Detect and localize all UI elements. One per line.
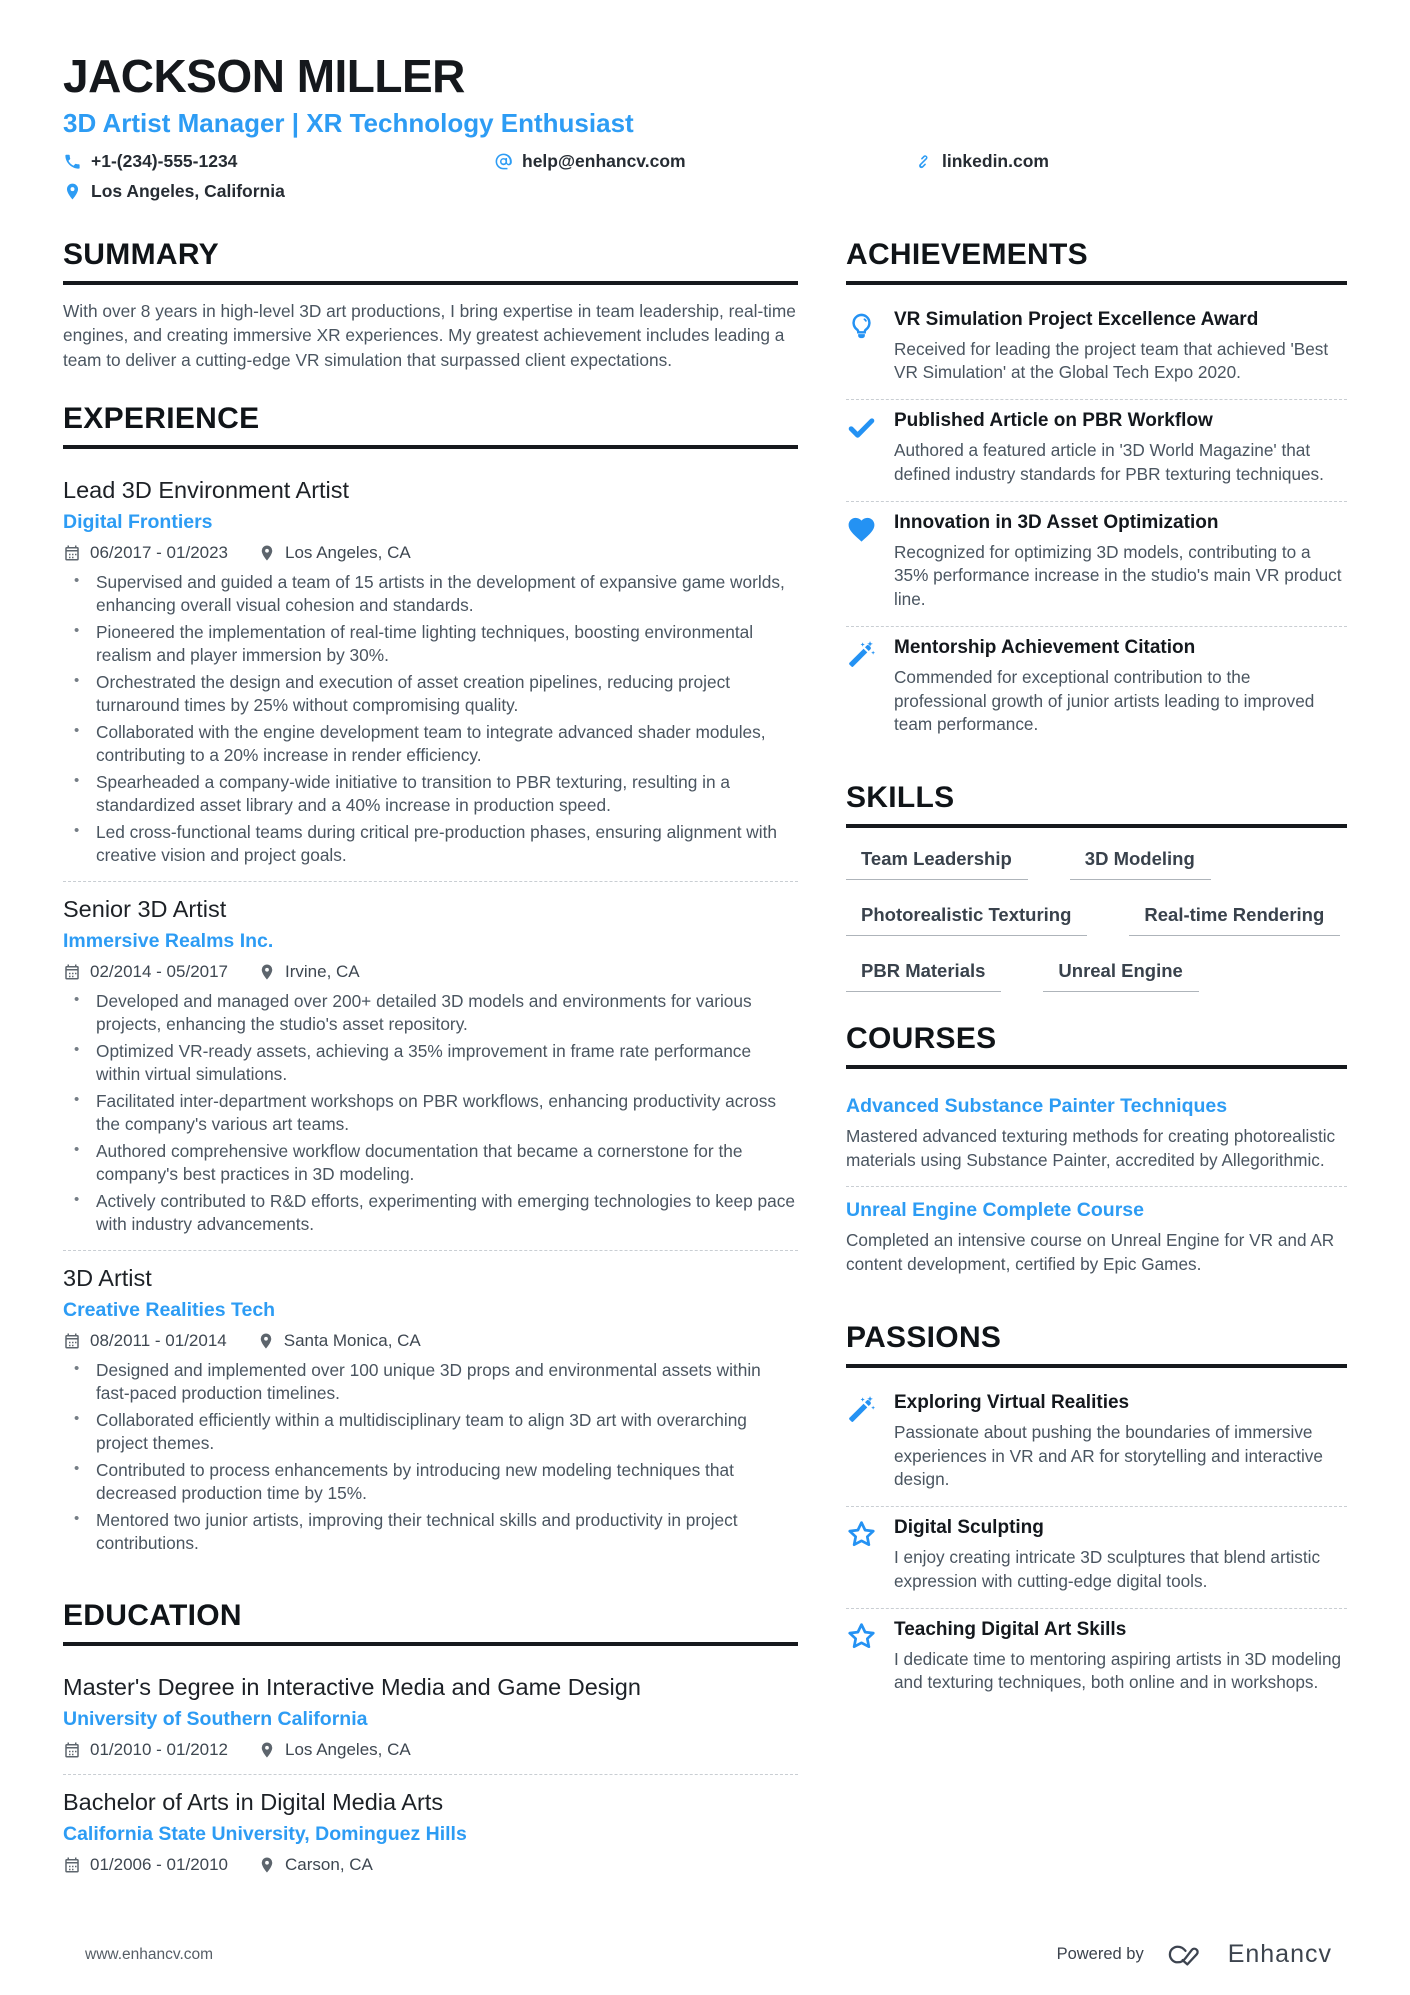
education-entries bbox=[63, 1660, 798, 1889]
job-bullets bbox=[63, 571, 798, 867]
skills-list bbox=[846, 842, 1347, 992]
achievements-heading: ACHIEVEMENTS bbox=[846, 238, 1347, 285]
location-text: Los Angeles, CA bbox=[285, 1740, 411, 1760]
dates-text: 08/2011 - 01/2014 bbox=[90, 1331, 227, 1351]
calendar-icon bbox=[63, 963, 81, 981]
courses-list bbox=[846, 1083, 1347, 1291]
experience-entry bbox=[63, 1250, 798, 1569]
job-bullet: • Developed and managed over 200+ detailed 3D models and environments for various projects, enhancing the studio's asset repository. bbox=[63, 990, 798, 1036]
job-bullet: • Collaborated efficiently within a multidisciplinary team to align 3D art with overarching project themes. bbox=[63, 1409, 798, 1455]
achievement-item-title: VR Simulation Project Excellence Award bbox=[894, 308, 1259, 330]
dates-meta bbox=[63, 1331, 227, 1351]
school-name: California State University, Dominguez Hills bbox=[63, 1823, 467, 1846]
section-skills bbox=[846, 781, 1347, 992]
degree-title: Bachelor of Arts in Digital Media Arts bbox=[63, 1789, 444, 1816]
job-bullets bbox=[63, 1359, 798, 1555]
magic-wand-icon bbox=[846, 1392, 894, 1492]
location-pin-icon bbox=[258, 1741, 276, 1759]
course-item bbox=[846, 1083, 1347, 1186]
achievement-item-body bbox=[894, 410, 1347, 486]
passion-item-text: Passionate about pushing the boundaries of immersive experiences in VR and AR for storytelling and interactive design. bbox=[894, 1421, 1323, 1490]
section-education bbox=[63, 1599, 798, 1889]
resume-header bbox=[0, 0, 1410, 206]
company-name: Digital Frontiers bbox=[63, 511, 213, 534]
job-bullet: • Actively contributed to R&D efforts, experimenting with emerging technologies to keep pace with industry advancements. bbox=[63, 1190, 798, 1236]
job-bullet: • Spearheaded a company-wide initiative to transition to PBR texturing, resulting in a standardized asset library and a 40% increase in production speed. bbox=[63, 771, 798, 817]
star-icon bbox=[846, 1517, 894, 1593]
location-pin-icon bbox=[257, 1332, 275, 1350]
school-name: University of Southern California bbox=[63, 1708, 368, 1731]
dates-meta bbox=[63, 962, 228, 982]
resume-body bbox=[0, 238, 1410, 1890]
achievement-item-text: Authored a featured article in '3D World Magazine' that defined industry standards for PBR texturing techniques. bbox=[894, 440, 1324, 484]
achievement-item bbox=[846, 299, 1347, 399]
left-column bbox=[63, 238, 798, 1890]
dates-text: 01/2006 - 01/2010 bbox=[90, 1855, 229, 1875]
location-text: Santa Monica, CA bbox=[283, 1331, 421, 1351]
job-bullet: • Supervised and guided a team of 15 artists in the development of expansive game worlds, enhancing overall visual cohesion and standards. bbox=[63, 571, 798, 617]
footer-site-link[interactable]: www.enhancv.com bbox=[85, 1945, 214, 1963]
powered-by-group[interactable] bbox=[1057, 1940, 1332, 1969]
job-bullet: • Orchestrated the design and execution of asset creation pipelines, reducing project turnaround times by 25% without compromising quality. bbox=[63, 671, 798, 717]
link-icon bbox=[914, 152, 933, 171]
section-passions bbox=[846, 1321, 1347, 1709]
location-pin-icon bbox=[258, 544, 276, 562]
passion-item-title: Teaching Digital Art Skills bbox=[894, 1618, 1127, 1640]
enhancv-logo bbox=[1160, 1941, 1212, 1968]
job-title: Lead 3D Environment Artist bbox=[63, 477, 350, 504]
location-text: Los Angeles, CA bbox=[285, 543, 411, 563]
job-bullet: • Authored comprehensive workflow documentation that became a cornerstone for the company's best practices in 3D modeling. bbox=[63, 1140, 798, 1186]
location-text: Irvine, CA bbox=[285, 962, 360, 982]
achievement-item bbox=[846, 626, 1347, 751]
achievement-item-title: Innovation in 3D Asset Optimization bbox=[894, 511, 1219, 533]
achievement-item-title: Published Article on PBR Workflow bbox=[894, 410, 1213, 432]
section-courses bbox=[846, 1022, 1347, 1291]
job-bullet: • Optimized VR-ready assets, achieving a 35% improvement in frame rate performance within virtual simulations. bbox=[63, 1040, 798, 1086]
location-pin-icon bbox=[63, 182, 82, 201]
achievement-item-text: Received for leading the project team that achieved 'Best VR Simulation' at the Global Tech Expo 2020. bbox=[894, 338, 1329, 383]
section-summary bbox=[63, 238, 798, 373]
dates-text: 06/2017 - 01/2023 bbox=[90, 543, 229, 563]
job-bullet: • Led cross-functional teams during critical pre-production phases, ensuring alignment with creative vision and project goals. bbox=[63, 821, 798, 867]
dates-meta bbox=[63, 1855, 228, 1875]
calendar-icon bbox=[63, 1332, 81, 1350]
location-meta bbox=[258, 962, 360, 982]
linkedin-contact[interactable] bbox=[914, 151, 1347, 172]
star-icon bbox=[846, 1619, 894, 1695]
phone-icon bbox=[63, 152, 82, 171]
brand-name: Enhancv bbox=[1227, 1940, 1332, 1968]
location-text: Los Angeles, California bbox=[91, 180, 285, 201]
course-text: Mastered advanced texturing methods for creating photorealistic materials using Substance Painter, accredited by Allegorithmic. bbox=[846, 1126, 1336, 1170]
passion-item-title: Digital Sculpting bbox=[894, 1517, 1044, 1539]
location-meta bbox=[258, 543, 411, 563]
dates-meta bbox=[63, 1740, 228, 1760]
achievement-item bbox=[846, 501, 1347, 626]
phone-number: +1-(234)-555-1234 bbox=[91, 150, 238, 171]
passions-heading: PASSIONS bbox=[846, 1321, 1347, 1368]
section-achievements bbox=[846, 238, 1347, 751]
achievement-item-text: Recognized for optimizing 3D models, contributing to a 35% performance increase in the studio's main VR product line. bbox=[894, 541, 1342, 610]
education-entry bbox=[63, 1774, 798, 1889]
person-headline: 3D Artist Manager | XR Technology Enthusiast bbox=[63, 107, 634, 138]
entry-meta bbox=[63, 962, 798, 982]
skill-tag: Team Leadership bbox=[846, 848, 1028, 880]
linkedin-link[interactable]: linkedin.com bbox=[942, 150, 1049, 171]
experience-entries bbox=[63, 463, 798, 1569]
job-bullets bbox=[63, 990, 798, 1236]
contact-row bbox=[63, 151, 1347, 172]
job-bullet: • Mentored two junior artists, improving their technical skills and productivity in project contributions. bbox=[63, 1509, 798, 1555]
education-entry bbox=[63, 1660, 798, 1774]
achievement-item-title: Mentorship Achievement Citation bbox=[894, 636, 1196, 658]
calendar-icon bbox=[63, 1741, 81, 1759]
section-experience bbox=[63, 402, 798, 1569]
location-pin-icon bbox=[258, 1856, 276, 1874]
right-column bbox=[846, 238, 1347, 1890]
magic-wand-icon bbox=[846, 637, 894, 737]
entry-meta bbox=[63, 1855, 798, 1875]
dates-text: 01/2010 - 01/2012 bbox=[90, 1740, 229, 1760]
skill-tag: PBR Materials bbox=[846, 960, 1001, 992]
location-text: Carson, CA bbox=[285, 1855, 373, 1875]
email-contact[interactable] bbox=[494, 151, 914, 172]
job-bullet: • Designed and implemented over 100 unique 3D props and environmental assets within fast-paced production timelines. bbox=[63, 1359, 798, 1405]
location-row bbox=[63, 181, 1347, 206]
summary-text: With over 8 years in high-level 3D art productions, I bring expertise in team leadership, real-time engines, and creating immersive XR experiences. My greatest achievement includes leading a team to deliver a cutting-edge VR simulation that surpassed client expectations. bbox=[63, 300, 796, 370]
courses-heading: COURSES bbox=[846, 1022, 1347, 1069]
job-bullet: • Facilitated inter-department workshops on PBR workflows, enhancing productivity across the company's various art teams. bbox=[63, 1090, 798, 1136]
job-bullet: • Contributed to process enhancements by introducing new modeling techniques that decreased production time by 15%. bbox=[63, 1459, 798, 1505]
entry-meta bbox=[63, 543, 798, 563]
job-title: Senior 3D Artist bbox=[63, 896, 227, 923]
location-meta bbox=[258, 1855, 373, 1875]
achievement-item bbox=[846, 399, 1347, 500]
skill-tag: 3D Modeling bbox=[1070, 848, 1211, 880]
achievement-item-body bbox=[894, 637, 1347, 737]
course-item bbox=[846, 1186, 1347, 1290]
achievements-list bbox=[846, 299, 1347, 751]
entry-meta bbox=[63, 1740, 798, 1760]
skills-heading: SKILLS bbox=[846, 781, 1347, 828]
passion-item-body bbox=[894, 1517, 1347, 1593]
dates-meta bbox=[63, 543, 228, 563]
skill-tag: Real-time Rendering bbox=[1129, 904, 1340, 936]
achievement-item-body bbox=[894, 309, 1347, 385]
company-name: Immersive Realms Inc. bbox=[63, 930, 274, 953]
job-title: 3D Artist bbox=[63, 1265, 152, 1292]
degree-title: Master's Degree in Interactive Media and Game Design bbox=[63, 1674, 641, 1701]
passion-item-body bbox=[894, 1392, 1347, 1492]
skill-tag: Photorealistic Texturing bbox=[846, 904, 1087, 936]
phone-contact bbox=[63, 151, 494, 172]
company-name: Creative Realities Tech bbox=[63, 1299, 276, 1322]
passion-item-title: Exploring Virtual Realities bbox=[894, 1391, 1130, 1413]
experience-heading: EXPERIENCE bbox=[63, 402, 798, 449]
passion-item bbox=[846, 1382, 1347, 1506]
experience-entry bbox=[63, 881, 798, 1250]
passion-item-body bbox=[894, 1619, 1347, 1695]
job-bullet: • Collaborated with the engine development team to integrate advanced shader modules, contributing to a 20% increase in render efficiency. bbox=[63, 721, 798, 767]
page-footer bbox=[0, 1940, 1410, 1969]
person-name: JACKSON MILLER bbox=[63, 50, 465, 102]
summary-heading: SUMMARY bbox=[63, 238, 798, 285]
passion-item-text: I enjoy creating intricate 3D sculptures that blend artistic expression with cutting-edge digital tools. bbox=[894, 1547, 1321, 1591]
experience-entry bbox=[63, 463, 798, 881]
passion-item bbox=[846, 1608, 1347, 1709]
achievement-item-body bbox=[894, 512, 1347, 612]
course-text: Completed an intensive course on Unreal Engine for VR and AR content development, certified by Epic Games. bbox=[846, 1230, 1335, 1275]
course-title: Unreal Engine Complete Course bbox=[846, 1199, 1144, 1222]
achievement-item-text: Commended for exceptional contribution to the professional growth of junior artists leading to improved team performance. bbox=[894, 666, 1315, 735]
dates-text: 02/2014 - 05/2017 bbox=[90, 962, 229, 982]
job-bullet: • Pioneered the implementation of real-time lighting techniques, boosting environmental realism and player immersion by 30%. bbox=[63, 621, 798, 667]
passion-item-text: I dedicate time to mentoring aspiring artists in 3D modeling and texturing techniques, both online and in workshops. bbox=[894, 1648, 1342, 1693]
passions-list bbox=[846, 1382, 1347, 1709]
email-address[interactable]: help@enhancv.com bbox=[522, 150, 686, 171]
at-icon bbox=[494, 152, 513, 171]
entry-meta bbox=[63, 1331, 798, 1351]
lightbulb-icon bbox=[846, 309, 894, 385]
location-pin-icon bbox=[258, 963, 276, 981]
course-title: Advanced Substance Painter Techniques bbox=[846, 1095, 1228, 1118]
education-heading: EDUCATION bbox=[63, 1599, 798, 1646]
check-icon bbox=[846, 410, 894, 486]
powered-by-label: Powered by bbox=[1056, 1945, 1144, 1963]
passion-item bbox=[846, 1506, 1347, 1607]
location-meta bbox=[258, 1740, 411, 1760]
skill-tag: Unreal Engine bbox=[1043, 960, 1198, 992]
location-meta bbox=[257, 1331, 421, 1351]
heart-icon bbox=[846, 512, 894, 612]
calendar-icon bbox=[63, 544, 81, 562]
calendar-icon bbox=[63, 1856, 81, 1874]
location-contact bbox=[63, 181, 285, 202]
